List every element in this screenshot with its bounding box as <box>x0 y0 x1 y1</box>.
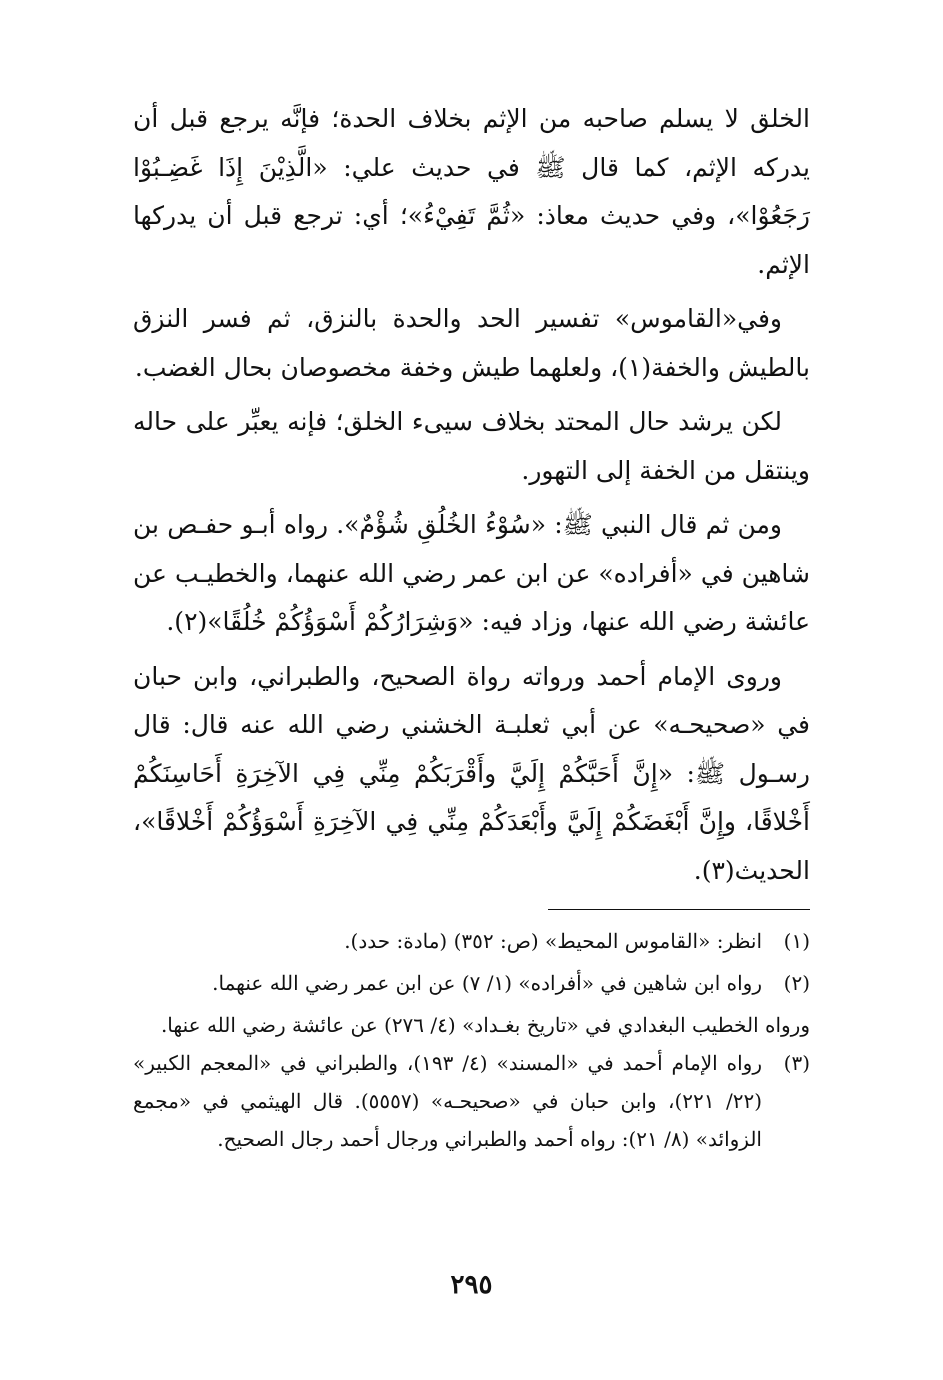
footnote-number: (٣) <box>783 1051 810 1075</box>
footnote <box>133 1044 810 1158</box>
footnote-text: رواه الإمام أحمد في «المسند» (٤/ ١٩٣)، والطبراني في «المعجم الكبير» (٢٢/ ٢٢١)، وابن حبان في «صحيحـه» (٥٥٥٧). قال الهيثمي في «مجمع الزوائد» (٨/ ٢١): رواه أحمد والطبراني ورجال أحمد رجال الصحيح. <box>133 1051 762 1151</box>
footnote-text: انظر: «القاموس المحيط» (ص: ٣٥٢) (مادة: حدد). <box>344 929 762 953</box>
paragraph: لكن يرشد حال المحتد بخلاف سيىء الخلق؛ فإنه يعبِّر على حاله وينتقل من الخفة إلى التهور. <box>133 407 810 485</box>
paragraph: ومن ثم قال النبي ﷺ: «سُوْءُ الخُلُقِ شُؤْمٌ». رواه أبـو حفـص بن شاهين في «أفراده» عن ابن عمر رضي الله عنهما، والخطيـب عن عائشة رضي الله عنها، وزاد فيه: «وَشِرَارُكُمْ أَسْوَؤُكُمْ خُلُقًا»(٢). <box>133 510 810 636</box>
footnote-number: (٢) <box>783 971 810 995</box>
main-text <box>133 95 810 901</box>
footnote-number: (١) <box>783 929 810 953</box>
paragraph: وفي«القاموس» تفسير الحد والحدة بالنزق، ثم فسر النزق بالطيش والخفة(١)، ولعلهما طيش وخفة مخصوصان بحال الغضب. <box>133 304 810 382</box>
footnote-continuation: ورواه الخطيب البغدادي في «تاريخ بغـداد» (٤/ ٢٧٦) عن عائشة رضي الله عنها. <box>160 1013 810 1037</box>
footnotes <box>133 922 810 1162</box>
page-number: ٢٩٥ <box>450 1270 493 1300</box>
footnote <box>133 922 810 960</box>
footnote <box>133 964 810 1002</box>
footnote-separator <box>548 909 810 910</box>
footnote-text: رواه ابن شاهين في «أفراده» (١/ ٧) عن ابن عمر رضي الله عنهما. <box>212 971 762 995</box>
paragraph: وروى الإمام أحمد ورواته رواة الصحيح، والطبراني، وابن حبان في «صحيحـه» عن أبي ثعلبـة الخشني رضي الله عنه قال: قال رسـول ﷺ: «إِنَّ أَحَبَّكُمْ إِلَيَّ وأَقْرَبَكُمْ مِنِّي فِي الآخِرَةِ أَحَاسِنَكُمْ أَخْلاقًا، وإِنَّ أَبْغَضَكُمْ إِلَيَّ وأَبْعَدَكُمْ مِنِّي فِي الآخِرَةِ أَسْوَؤُكُمْ أَخْلاقًا»، الحديث(٣). <box>133 661 810 885</box>
paragraph: الخلق لا يسلم صاحبه من الإثم بخلاف الحدة؛ فإنَّه يرجع قبل أن يدركه الإثم، كما قال ﷺ في حديث علي: «الَّذِيْنَ إِذَا غَضِـبُوْا رَجَعُوْا»، وفي حديث معاذ: «ثُمَّ تَفِيْءُ»؛ أي: ترجع قبل أن يدركها الإثم. <box>133 104 810 279</box>
